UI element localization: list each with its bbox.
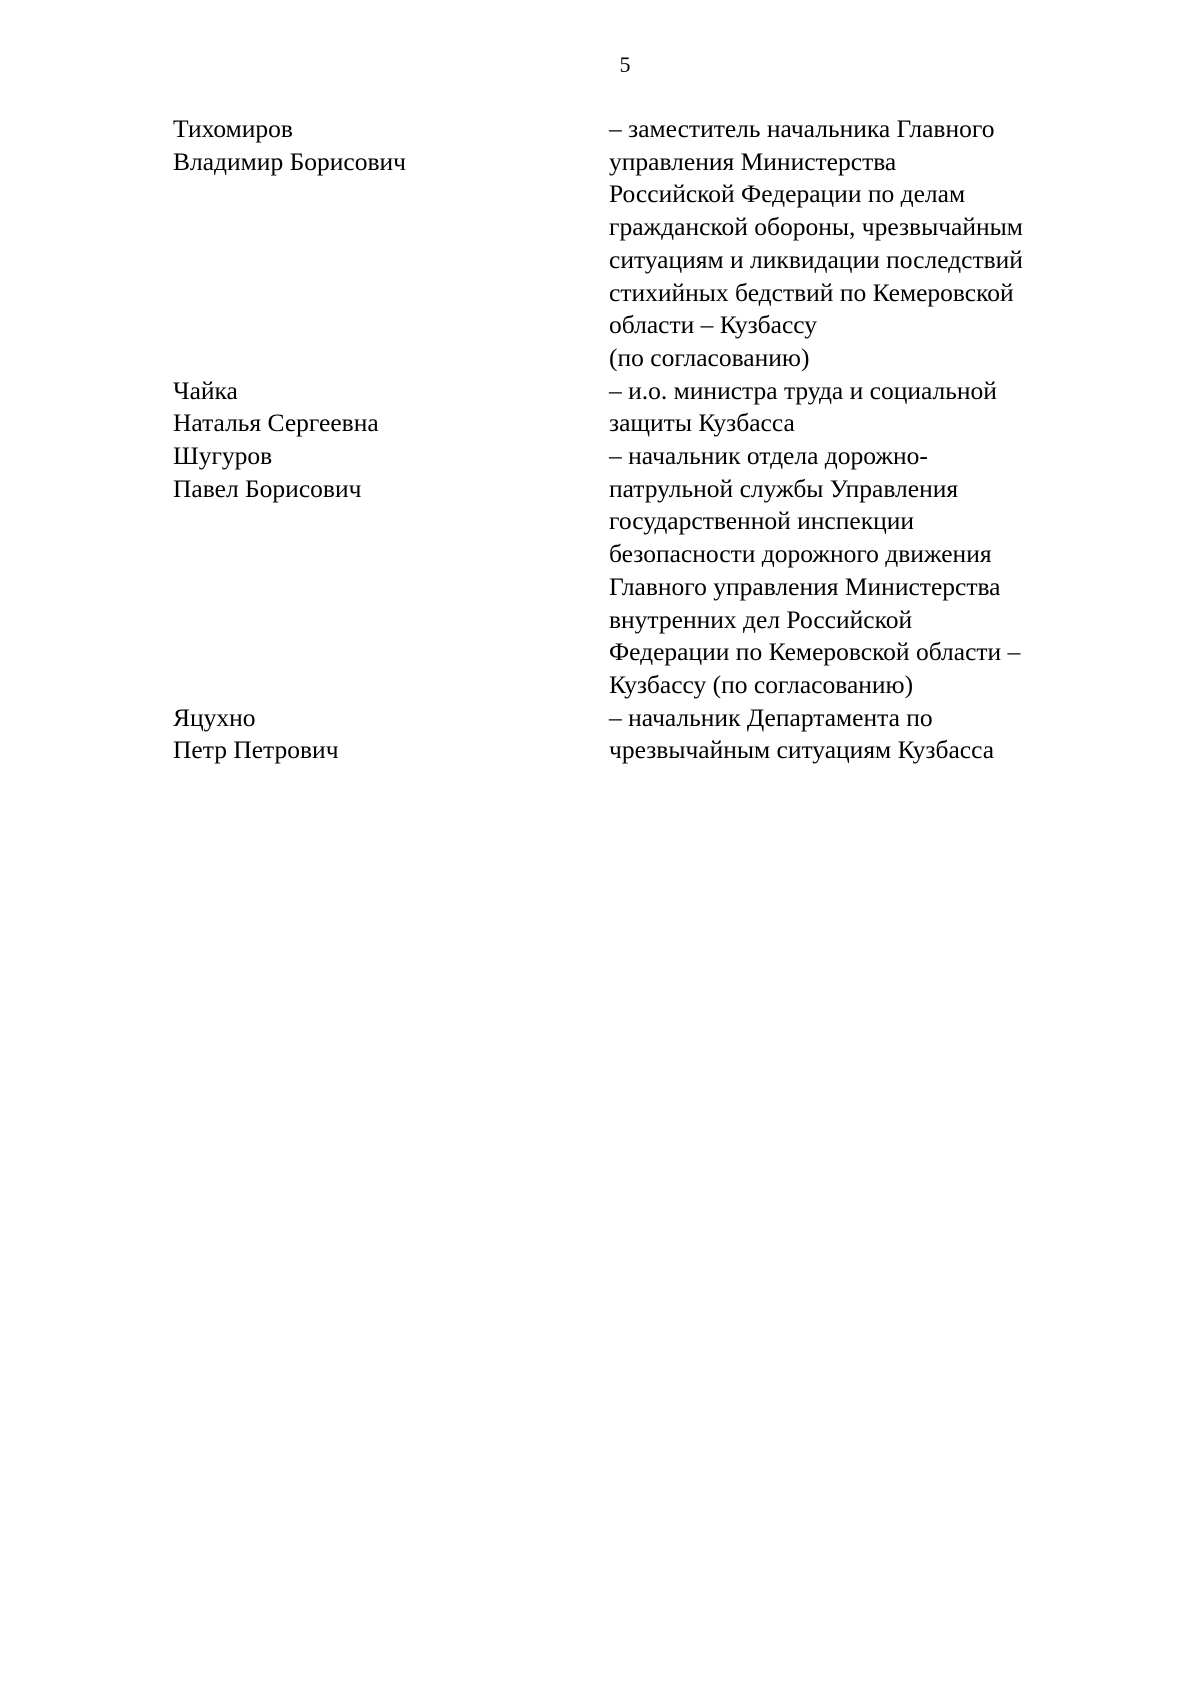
role-line: Главного управления Министерства — [609, 571, 1001, 601]
role-line: Российской Федерации по делам — [609, 179, 966, 209]
role-line: защиты Кузбасса — [609, 408, 795, 438]
role-line: патрульной службы Управления — [609, 473, 959, 503]
role-line: – заместитель начальника Главного — [609, 114, 995, 143]
member-given-names: Павел Борисович — [173, 473, 362, 503]
role-line: внутренних дел Российской — [609, 604, 913, 634]
member-name — [173, 440, 609, 702]
role-line: чрезвычайным ситуациям Кузбасса — [609, 735, 995, 765]
member-surname: Шугуров — [173, 441, 273, 471]
role-line: безопасности дорожного движения — [609, 539, 992, 569]
member-entry — [173, 702, 1093, 767]
member-name — [173, 702, 609, 767]
member-surname: Чайка — [173, 375, 238, 405]
member-name — [173, 113, 609, 375]
role-line: (по согласованию) — [609, 342, 810, 372]
role-line: Кузбассу (по согласованию) — [609, 669, 914, 699]
member-given-names: Наталья Сергеевна — [173, 408, 379, 438]
member-surname: Тихомиров — [173, 114, 293, 143]
members-list — [173, 113, 1093, 767]
member-role — [609, 375, 1093, 440]
role-line: ситуациям и ликвидации последствий — [609, 244, 1023, 274]
role-line: Федерации по Кемеровской области – — [609, 637, 1021, 667]
role-line: стихийных бедствий по Кемеровской — [609, 277, 1014, 307]
role-line: – и.о. министра труда и социальной — [609, 375, 997, 405]
member-role — [609, 702, 1093, 767]
member-given-names: Петр Петрович — [173, 735, 339, 765]
role-line: управления Министерства — [609, 146, 897, 176]
role-line: государственной инспекции — [609, 506, 915, 536]
page-number: 5 — [619, 52, 631, 77]
member-entry — [173, 440, 1093, 702]
member-role — [609, 440, 1093, 702]
role-line: гражданской обороны, чрезвычайным — [609, 212, 1023, 242]
member-name — [173, 375, 609, 440]
member-role — [609, 113, 1093, 375]
role-line: области – Кузбассу — [609, 310, 817, 340]
member-given-names: Владимир Борисович — [173, 146, 406, 176]
member-entry — [173, 113, 1093, 375]
member-surname: Яцухно — [173, 702, 256, 732]
role-line: – начальник Департамента по — [609, 702, 933, 732]
member-entry — [173, 375, 1093, 440]
role-line: – начальник отдела дорожно- — [609, 441, 928, 471]
